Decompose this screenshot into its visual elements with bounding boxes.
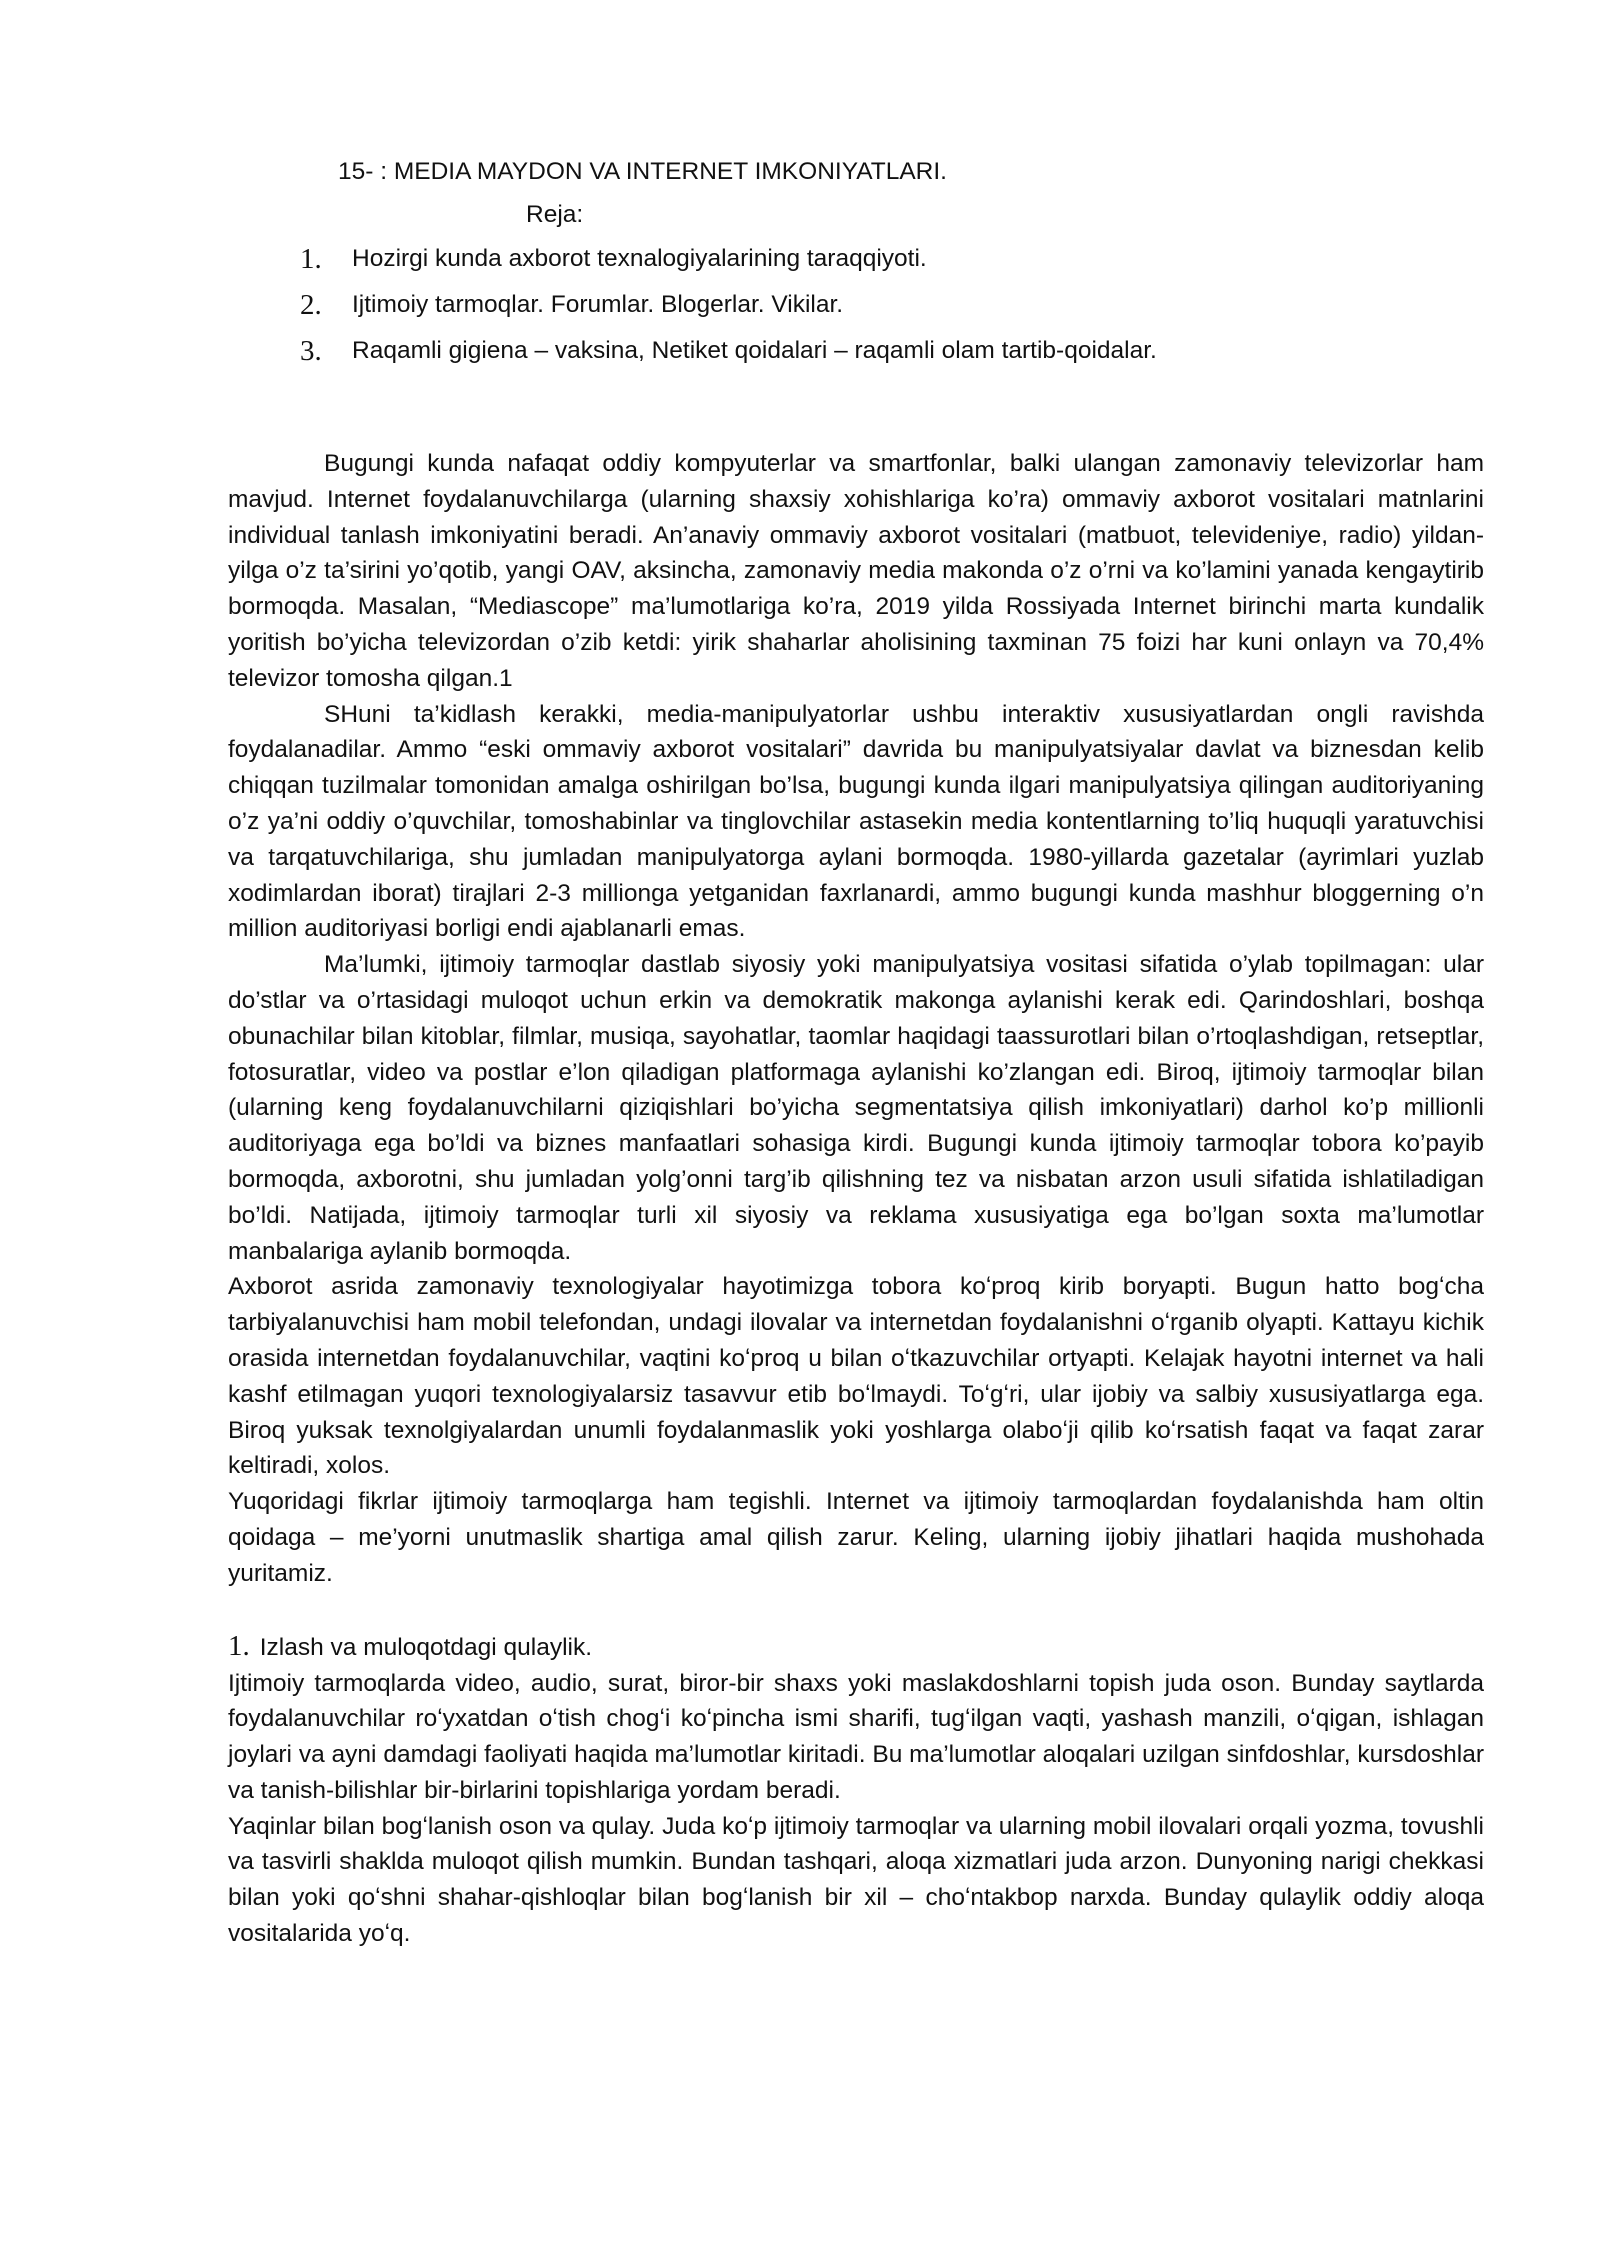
spacer	[228, 1592, 1484, 1626]
section-number: 1.	[228, 1629, 250, 1662]
plan-item	[228, 282, 1484, 328]
body-paragraph: SHuni ta’kidlash kerakki, media-manipulyatorlar ushbu interaktiv xususiyatlardan ongli ravishda foydalanadilar. Ammo “eski ommaviy axborot vositalari” davrida bu manipulyatsiyalar davlat va biznesdan kelib chiqqan tuzilmalar tomonidan amalga oshirilgan bo’lsa, bugungi kunda ilgari manipulyatsiya qilingan auditoriyaning o’z ya’ni oddiy o’quvchilar, tomoshabinlar va tinglovchilar astasekin media kontentlarning to’liq huquqli yaratuvchisi va tarqatuvchilariga, shu jumladan manipulyatorga aylani bormoqda. 1980-yillarda gazetalar (ayrimlari yuzlab xodimlardan iborat) tirajlari 2-3 millionga yetganidan faxrlanardi, ammo bugungi kunda mashhur bloggerning o’n million auditoriyasi borligi endi ajablanarli emas.	[228, 700, 1484, 943]
section-heading	[228, 1626, 1484, 1666]
body-paragraph: Yuqoridagi fikrlar ijtimoiy tarmoqlarga ham tegishli. Internet va ijtimoiy tarmoqlardan foydalanishda ham oltin qoidaga – me’yorni unutmaslik shartiga amal qilish zarur. Keling, ularning ijobiy jihatlari haqida mushohada yuritamiz.	[228, 1488, 1484, 1587]
document-page	[228, 150, 1484, 1952]
plan-item-text: Ijtimoiy tarmoqlar. Forumlar. Blogerlar. Vikilar.	[352, 291, 844, 318]
plan-item-text: Raqamli gigiena – vaksina, Netiket qoidalari – raqamli olam tartib-qoidalar.	[352, 337, 1157, 364]
body-paragraph: Ma’lumki, ijtimoiy tarmoqlar dastlab siyosiy yoki manipulyatsiya vositasi sifatida o’ylab topilmagan: ular do’stlar va o’rtasidagi muloqot uchun erkin va demokratik makonga aylanishi kerak edi. Qarindoshlari, boshqa obunachilar bilan kitoblar, filmlar, musiqa, sayohatlar, taomlar haqidagi taassurotlari bilan o’rtoqlashdigan, retseptlar, fotosuratlar, video va postlar e’lon qiladigan platformaga aylanishi ko’zlangan edi. Biroq, ijtimoiy tarmoqlar bilan (ularning keng foydalanuvchilarni qiziqishlari bo’yicha segmentatsiya qilish imkoniyatlari) darhol ko’p millionli auditoriyaga ega bo’ldi va biznes manfaatlari sohasiga kirdi. Bugungi kunda ijtimoiy tarmoqlar tobora ko’payib bormoqda, axborotni, shu jumladan yolg’onni targ’ib qilishning tez va nisbatan arzon usuli sifatida ishlatiladigan bo’ldi. Natijada, ijtimoiy tarmoqlar turli xil siyosiy va reklama xususiyatiga ega bo’lgan soxta ma’lumotlar manbalariga aylanib bormoqda.	[228, 951, 1484, 1265]
plan-heading: Reja:	[526, 201, 584, 228]
plan-item-number: 1.	[300, 243, 322, 275]
spacer	[228, 374, 1484, 446]
plan-item-number: 2.	[300, 289, 322, 321]
body-paragraph: Bugungi kunda nafaqat oddiy kompyuterlar va smartfonlar, balki ulangan zamonaviy televizorlar ham mavjud. Internet foydalanuvchilarga (ularning shaxsiy xohishlariga ko’ra) ommaviy axborot vositalari matnlarini individual tanlash imkoniyatini beradi. An’anaviy ommaviy axborot vositalari (matbuot, televideniye, radio) yildan-yilga o’z ta’sirini yo’qotib, yangi OAV, aksincha, zamonaviy media makonda o’z o’rni va ko’lamini yanada kengaytirib bormoqda. Masalan, “Mediascope” ma’lumotlariga ko’ra, 2019 yilda Rossiyada Internet birinchi marta kundalik yoritish bo’yicha televizordan o’zib ketdi: yirik shaharlar aholisining taxminan 75 foizi har kuni onlayn va 70,4% televizor tomosha qilgan.1	[228, 450, 1484, 692]
section-title: Izlash va muloqotdagi qulaylik.	[259, 1633, 593, 1661]
section-paragraph: Ijtimoiy tarmoqlarda video, audio, surat, biror-bir shaxs yoki maslakdoshlarni topish juda oson. Bunday saytlarda foydalanuvchilar roʻyxatdan oʻtish chogʻi koʻpincha ismi sharifi, tugʻilgan vaqti, yashash manzili, oʻqigan, ishlagan joylari va ayni damdagi faoliyati haqida ma’lumotlar kiritadi. Bu ma’lumotlar aloqalari uzilgan sinfdoshlar, kursdoshlar va tanish-bilishlar bir-birlarini topishlariga yordam beradi.	[228, 1669, 1484, 1804]
plan-item	[228, 236, 1484, 282]
document-title: 15- : MEDIA MAYDON VA INTERNET IMKONIYATLARI.	[338, 158, 947, 185]
plan-item-number: 3.	[300, 335, 322, 367]
plan-list	[228, 236, 1484, 374]
section-paragraph: Yaqinlar bilan bogʻlanish oson va qulay. Juda koʻp ijtimoiy tarmoqlar va ularning mobil ilovalari orqali yozma, tovushli va tasvirli shaklda muloqot qilish mumkin. Bundan tashqari, aloqa xizmatlari juda arzon. Dunyoning narigi chekkasi bilan yoki qoʻshni shahar-qishloqlar bilan bogʻlanish bir xil – choʻntakbop narxda. Bunday qulaylik oddiy aloqa vositalarida yoʻq.	[228, 1812, 1484, 1948]
plan-item	[228, 328, 1484, 374]
plan-item-text: Hozirgi kunda axborot texnalogiyalarining taraqqiyoti.	[352, 245, 927, 272]
body-paragraph: Axborot asrida zamonaviy texnologiyalar hayotimizga tobora koʻproq kirib boryapti. Bugun hatto bogʻcha tarbiyalanuvchisi ham mobil telefondan, undagi ilovalar va internetdan foydalanishni oʻrganib olyapti. Kattayu kichik orasida internetdan foydalanuvchilar, vaqtini koʻproq u bilan oʻtkazuvchilar ortyapti. Kelajak hayotni internet va hali kashf etilmagan yuqori texnologiyalarsiz tasavvur etib boʻlmaydi. Toʻgʻri, ular ijobiy va salbiy xususiyatlarga ega. Biroq yuksak texnolgiyalardan unumli foydalanmaslik yoki yoshlarga olaboʻji qilib koʻrsatish faqat va faqat zarar keltiradi, xolos.	[228, 1273, 1484, 1480]
